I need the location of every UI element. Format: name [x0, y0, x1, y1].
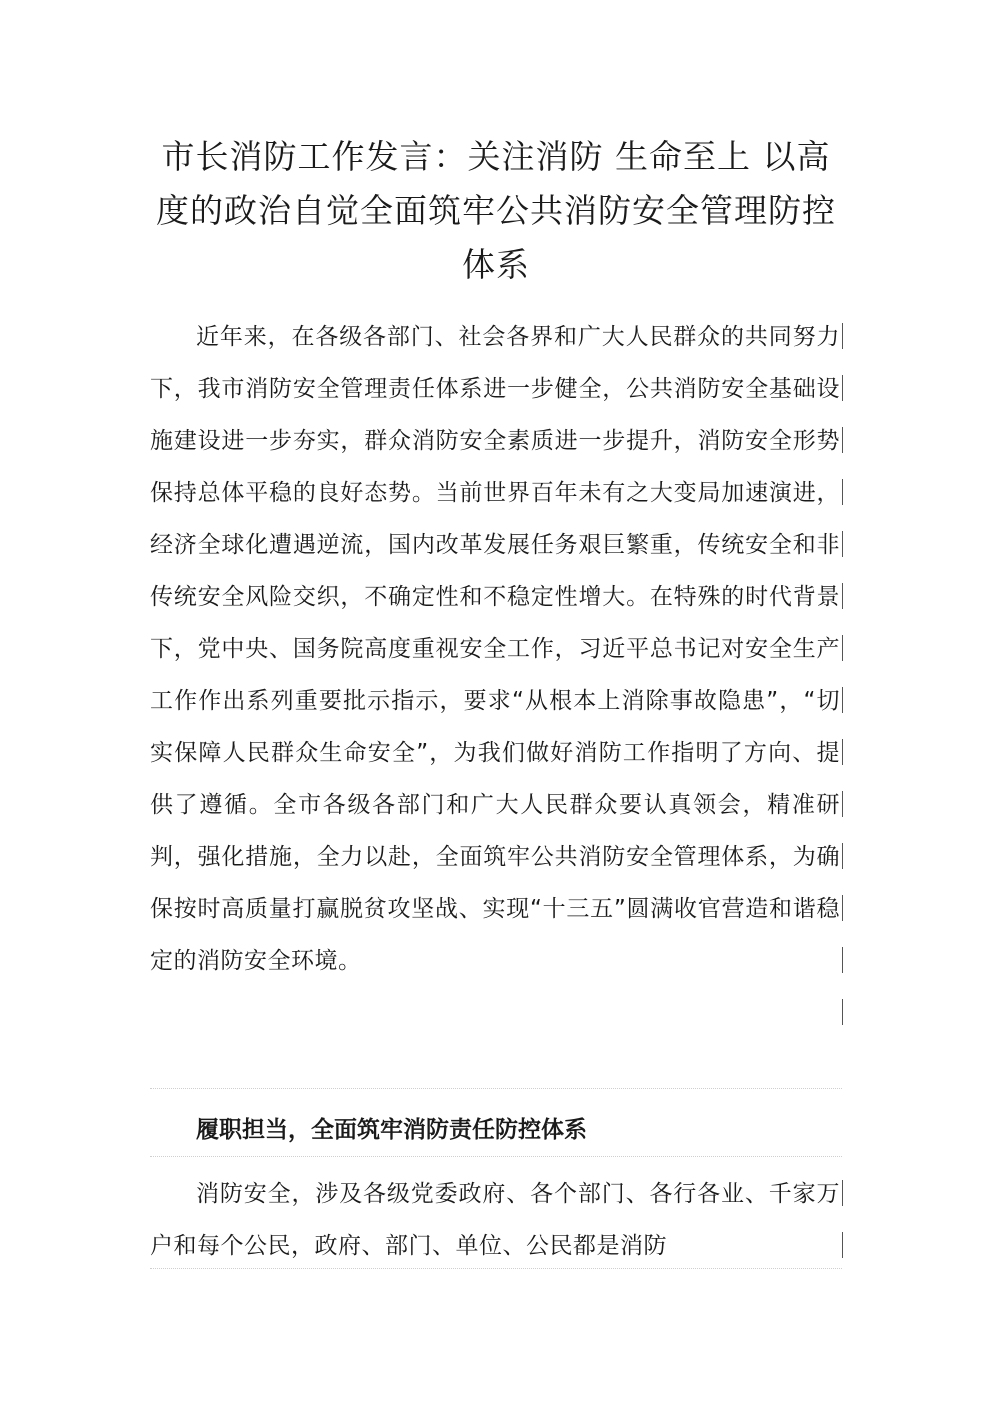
margin-mark	[842, 635, 843, 661]
divider	[150, 1088, 842, 1089]
margin-mark	[842, 531, 843, 557]
divider	[150, 1156, 842, 1157]
margin-mark	[842, 687, 843, 713]
divider	[150, 1268, 842, 1269]
margin-mark	[842, 427, 843, 453]
margin-mark	[842, 843, 843, 869]
margin-mark	[842, 1232, 843, 1258]
section-paragraph: 消防安全，涉及各级党委政府、各个部门、各行各业、千家万户和每个公民，政府、部门、单位、公民都是消防	[150, 1181, 840, 1259]
margin-mark	[842, 739, 843, 765]
section-heading: 履职担当，全面筑牢消防责任防控体系	[196, 1117, 587, 1143]
margin-mark	[842, 323, 843, 349]
body-paragraph: 近年来，在各级各部门、社会各界和广大人民群众的共同努力下，我市消防安全管理责任体系进一步健全，公共消防安全基础设施建设进一步夯实，群众消防安全素质进一步提升，消防安全形势保持总体平稳的良好态势。当前世界百年未有之大变局加速演进，经济全球化遭遇逆流，国内改革发展任务艰巨繁重，传统安全和非传统安全风险交织，不确定性和不稳定性增大。在特殊的时代背景下，党中央、国务院高度重视安全工作，习近平总书记对安全生产工作作出系列重要批示指示，要求“从根本上消除事故隐患”，“切实保障人民群众生命安全”，为我们做好消防工作指明了方向、提供了遵循。全市各级各部门和广大人民群众要认真领会，精准研判，强化措施，全力以赴，全面筑牢公共消防安全管理体系，为确保按时高质量打赢脱贫攻坚战、实现“十三五”圆满收官营造和谐稳定的消防安全环境。	[150, 324, 840, 974]
margin-mark	[842, 583, 843, 609]
margin-mark	[842, 947, 843, 973]
margin-mark	[842, 999, 843, 1025]
margin-mark	[842, 375, 843, 401]
margin-mark	[842, 791, 843, 817]
margin-mark	[842, 479, 843, 505]
margin-mark	[842, 895, 843, 921]
document-title: 市长消防工作发言：关注消防 生命至上 以高度的政治自觉全面筑牢公共消防安全管理防控体系	[156, 137, 836, 284]
margin-mark	[842, 1180, 843, 1206]
